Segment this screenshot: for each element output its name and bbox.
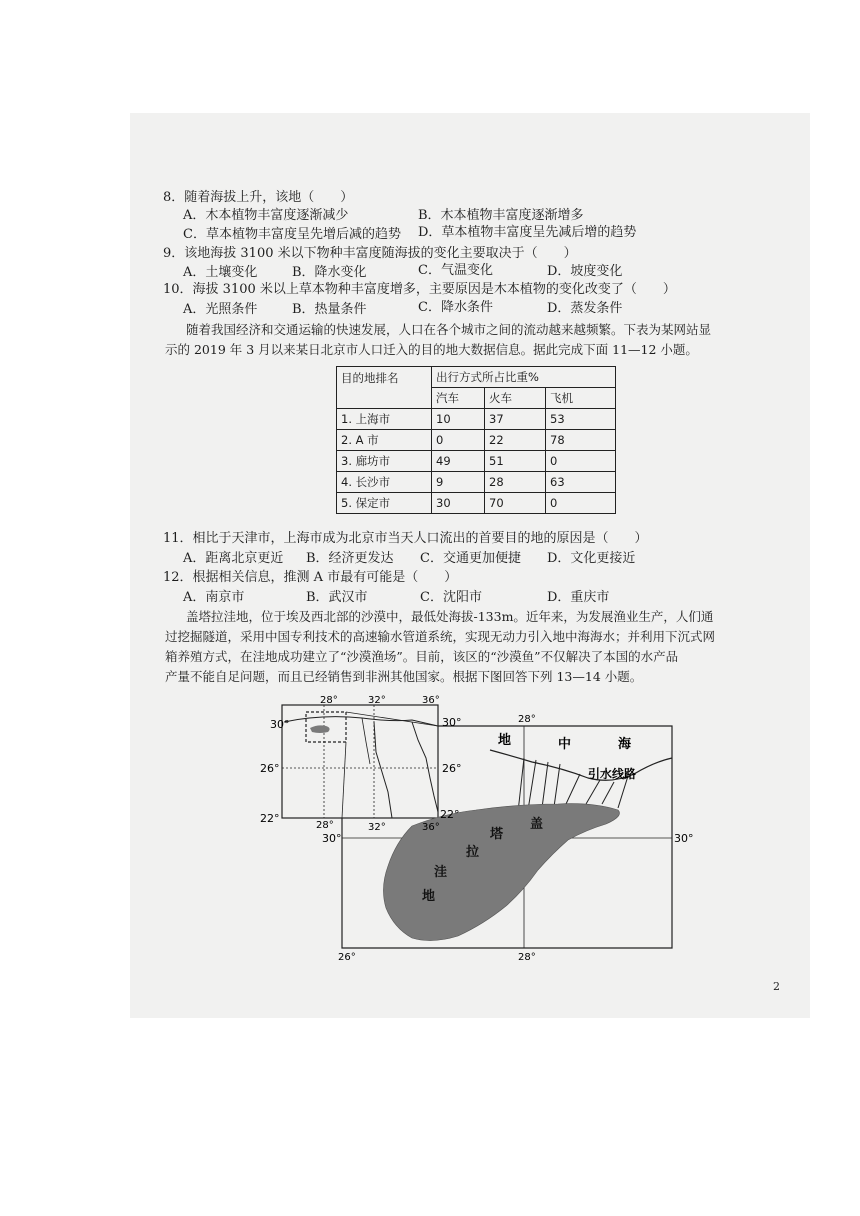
depression-label-char: 拉 (466, 845, 480, 860)
table-header-plane: 飞机 (546, 388, 616, 409)
table-cell-train: 70 (485, 493, 546, 514)
table-row (337, 451, 616, 472)
question-10-stem: 10．海拔 3100 米以上草本物种丰富度增多，主要原因是木本植物的变化改变了（ ） (163, 282, 676, 297)
question-9-option-c: C．气温变化 (418, 263, 493, 278)
migration-table (336, 366, 616, 514)
passage-2-line-4: 产量不能自足问题，而且已经销售到非洲其他国家。根据下图回答下列 13—14 小题。 (165, 669, 643, 684)
passage-1-line-2: 示的 2019 年 3 月以来某日北京市人口迁入的目的地大数据信息。据此完成下面 11—12 小题。 (165, 342, 698, 357)
table-cell-destination: 1. 上海市 (337, 409, 432, 430)
table-row (337, 409, 616, 430)
sea-label-char: 地 (498, 733, 512, 748)
question-10-option-c: C．降水条件 (418, 300, 493, 315)
depression-label-char: 地 (422, 889, 436, 904)
pipeline-label: 引水线路 (588, 767, 637, 781)
table-cell-car: 30 (432, 493, 485, 514)
question-9-option-a: A．土壤变化 (183, 265, 258, 280)
inset-lat-label: 30° (270, 718, 290, 731)
main-lat-label-left: 30° (322, 832, 342, 845)
inset-lon-label: 32° (368, 695, 386, 706)
question-12-option-d: D．重庆市 (547, 590, 610, 605)
inset-lat-label-right: 22° (440, 808, 460, 821)
question-8-stem: 8．随着海拔上升，该地（ ） (163, 190, 354, 205)
main-lon-label: 28° (518, 714, 536, 725)
question-11-stem: 11．相比于天津市，上海市成为北京市当天人口流出的首要目的地的原因是（ ） (163, 531, 648, 546)
question-11-option-b: B．经济更发达 (306, 551, 394, 566)
question-12-option-b: B．武汉市 (306, 590, 368, 605)
inset-lon-label-bottom: 32° (368, 822, 386, 833)
table-cell-train: 51 (485, 451, 546, 472)
table-cell-plane: 78 (546, 430, 616, 451)
main-lat-label-right: 30° (674, 832, 694, 845)
qattara-depression-map (262, 692, 702, 962)
question-8-option-a: A．木本植物丰富度逐渐减少 (183, 208, 349, 223)
table-cell-destination: 5. 保定市 (337, 493, 432, 514)
table-row (337, 472, 616, 493)
passage-2-line-3: 箱养殖方式，在洼地成功建立了“沙漠渔场”。目前，该区的“沙漠鱼”不仅解决了本国的水产品 (165, 649, 679, 664)
table-header-car: 汽车 (432, 388, 485, 409)
question-12-option-c: C．沈阳市 (420, 590, 482, 605)
inset-lon-label: 36° (422, 695, 440, 706)
inset-lon-label-bottom: 36° (422, 822, 440, 833)
sea-label-char: 中 (558, 737, 572, 752)
table-cell-plane: 0 (546, 451, 616, 472)
question-8-option-c: C．草本植物丰富度呈先增后减的趋势 (183, 227, 401, 242)
table-cell-train: 28 (485, 472, 546, 493)
depression-label-char: 洼 (434, 865, 448, 880)
table-cell-destination: 2. A 市 (337, 430, 432, 451)
question-10-option-a: A．光照条件 (183, 302, 258, 317)
page-number: 2 (773, 980, 780, 993)
table-header-train: 火车 (485, 388, 546, 409)
question-10-option-b: B．热量条件 (292, 302, 367, 317)
passage-1-line-1: 随着我国经济和交通运输的快速发展，人口在各个城市之间的流动越来越频繁。下表为某网站显 (186, 322, 712, 337)
question-9-option-d: D．坡度变化 (547, 264, 623, 279)
table-cell-plane: 63 (546, 472, 616, 493)
table-cell-destination: 3. 廊坊市 (337, 451, 432, 472)
inset-lat-label: 26° (260, 762, 280, 775)
inset-lat-label-right: 26° (442, 762, 462, 775)
question-8-option-d: D．草本植物丰富度呈先减后增的趋势 (418, 225, 637, 240)
question-10-option-d: D．蒸发条件 (547, 301, 623, 316)
question-11-option-d: D．文化更接近 (547, 551, 636, 566)
table-cell-car: 0 (432, 430, 485, 451)
passage-2-line-1: 盖塔拉洼地，位于埃及西北部的沙漠中，最低处海拔-133m。近年来，为发展渔业生产，人们通 (186, 609, 714, 624)
inset-lon-label-bottom: 28° (316, 820, 334, 831)
passage-2-line-2: 过挖掘隧道，采用中国专利技术的高速输水管道系统，实现无动力引入地中海海水；并利用下沉式网 (165, 629, 716, 644)
question-8-option-b: B．木本植物丰富度逐渐增多 (418, 208, 584, 223)
table-cell-train: 22 (485, 430, 546, 451)
table-cell-car: 49 (432, 451, 485, 472)
table-header-share: 出行方式所占比重% (432, 367, 616, 388)
table-row (337, 430, 616, 451)
main-lon-label-bottom: 26° (338, 952, 356, 963)
question-11-option-a: A．距离北京更近 (183, 551, 284, 566)
table-cell-train: 37 (485, 409, 546, 430)
main-lat-label: 30° (442, 716, 462, 729)
main-lon-label-bottom: 28° (518, 952, 536, 963)
table-cell-destination: 4. 长沙市 (337, 472, 432, 493)
inset-depression-shape (310, 725, 330, 733)
table-cell-car: 10 (432, 409, 485, 430)
table-header-destination: 目的地排名 (337, 367, 432, 409)
sea-label-char: 海 (618, 737, 632, 752)
table-cell-plane: 53 (546, 409, 616, 430)
question-12-stem: 12．根据相关信息，推测 A 市最有可能是（ ） (163, 570, 458, 585)
table-cell-car: 9 (432, 472, 485, 493)
question-11-option-c: C．交通更加便捷 (420, 551, 521, 566)
question-9-stem: 9．该地海拔 3100 米以下物种丰富度随海拔的变化主要取决于（ ） (163, 246, 577, 261)
question-12-option-a: A．南京市 (183, 590, 245, 605)
depression-label-char: 盖 (530, 817, 544, 832)
question-9-option-b: B．降水变化 (292, 265, 367, 280)
depression-label-char: 塔 (490, 827, 504, 842)
table-row (337, 493, 616, 514)
table-cell-plane: 0 (546, 493, 616, 514)
inset-map-frame (282, 705, 438, 818)
depression-shape (383, 804, 619, 941)
inset-lon-label: 28° (320, 695, 338, 706)
inset-lat-label: 22° (260, 812, 280, 825)
